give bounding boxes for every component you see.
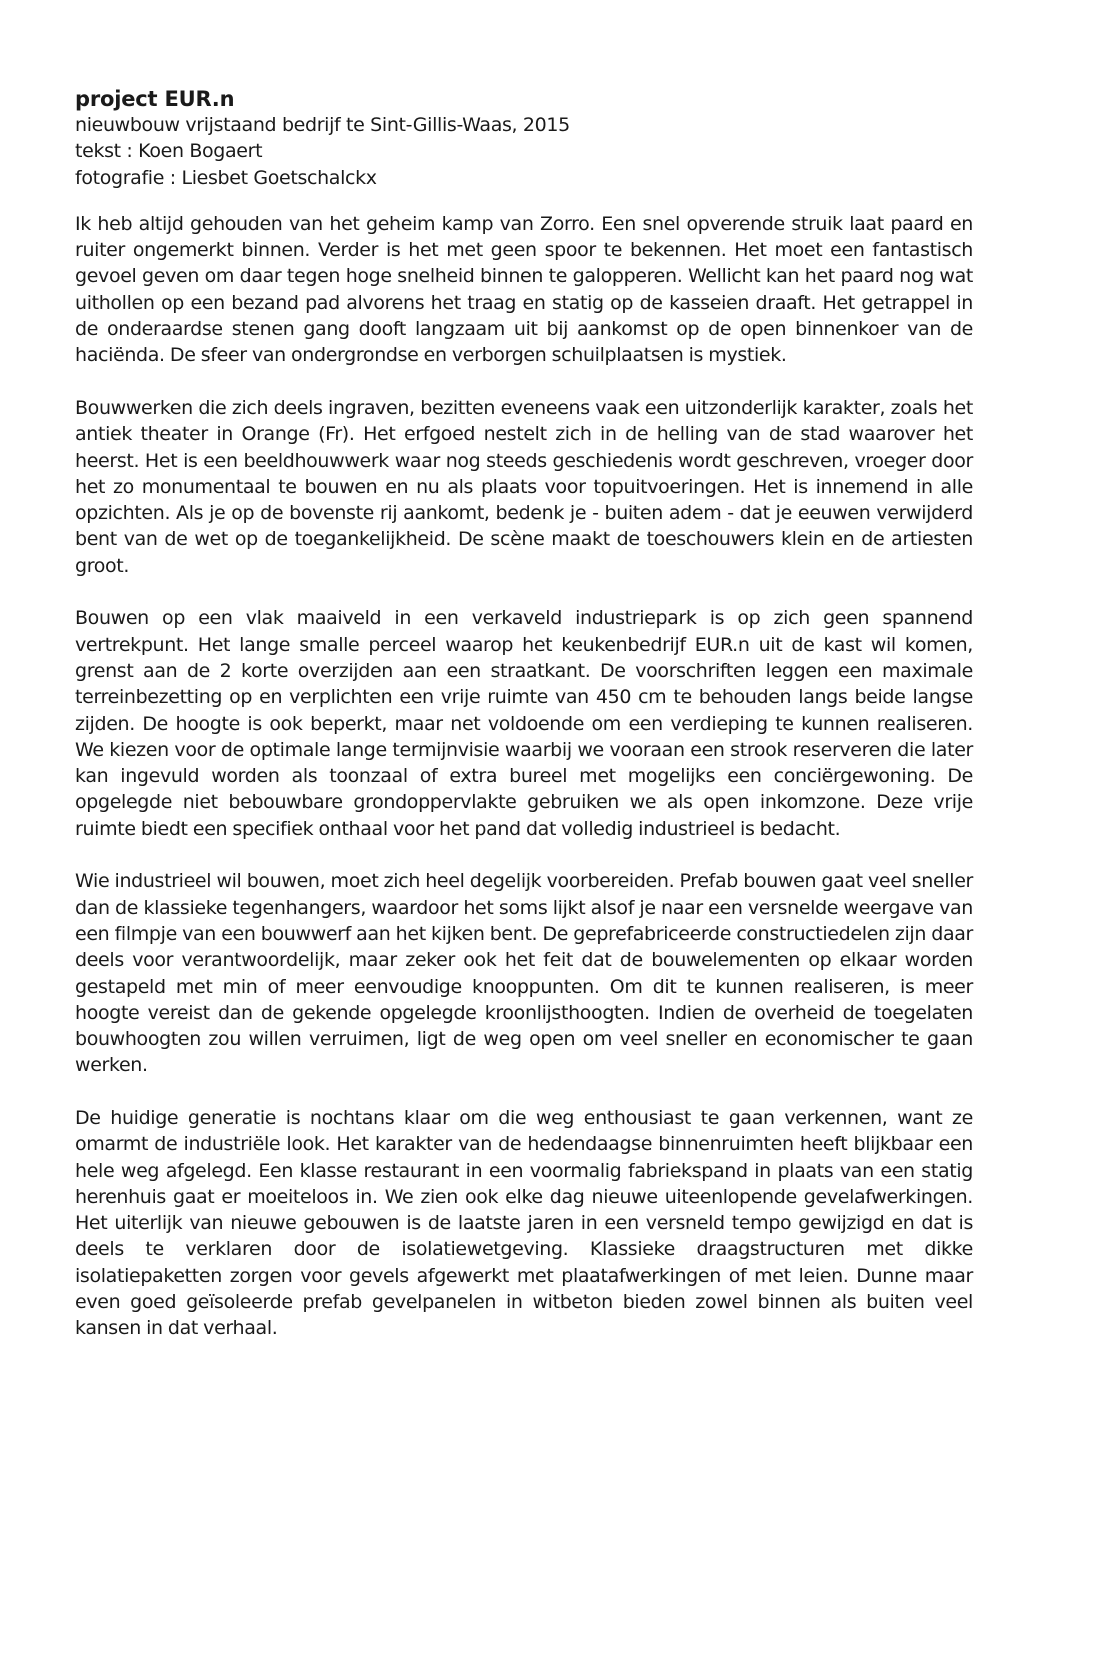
article-header xyxy=(75,86,973,191)
paragraph-industrial-look: De huidige generatie is nochtans klaar om die weg enthousiast te gaan verkennen, want ze omarmt de industriële look. Het karakter van de hedendaagse binnenruimten heeft blijkbaar een hele weg afgelegd. Een klasse restaurant in een voormalig fabriekspand in plaats van een statig herenhuis gaat er moeiteloos in. We zien ook elke dag nieuwe uiteenlopende gevelafwerkingen. Het uiterlijk van nieuwe gebouwen is de laatste jaren in een versneld tempo gewijzigd en dat is deels te verklaren door de isolatiewetgeving. Klassieke draagstructuren met dikke isolatiepaketten zorgen voor gevels afgewerkt met plaatafwerkingen of met leien. Dunne maar even goed geïsoleerde prefab gevelpanelen in witbeton bieden zowel binnen als buiten veel kansen in dat verhaal. xyxy=(75,1106,973,1340)
photo-credit: fotografie : Liesbet Goetschalckx xyxy=(75,166,377,189)
document-page xyxy=(75,86,973,1368)
article-body xyxy=(75,211,973,1342)
article-subtitle: nieuwbouw vrijstaand bedrijf te Sint-Gillis-Waas, 2015 xyxy=(75,114,570,136)
text-credit: tekst : Koen Bogaert xyxy=(75,140,263,163)
paragraph-site-constraints: Bouwen op een vlak maaiveld in een verkaveld industriepark is op zich geen spannend vertrekpunt. Het lange smalle perceel waarop het keukenbedrijf EUR.n uit de kast wil komen, grenst aan de 2 korte overzijden aan een straatkant. De voorschriften leggen een maximale terreinbezetting op en verplichten een vrije ruimte van 450 cm te behouden langs beide langse zijden. De hoogte is ook beperkt, maar net voldoende om een verdieping te kunnen realiseren. We kiezen voor de optimale lange termijnvisie waarbij we vooraan een strook reserveren die later kan ingevuld worden als toonzaal of extra bureel met mogelijks een conciërgewoning. De opgelegde niet bebouwbare grondoppervlakte gebruiken we als open inkomzone. Deze vrije ruimte biedt een specifiek onthaal voor het pand dat volledig industrieel is bedacht. xyxy=(75,607,973,840)
article-title: project EUR.n xyxy=(75,87,235,111)
paragraph-industrial-building: Wie industrieel wil bouwen, moet zich heel degelijk voorbereiden. Prefab bouwen gaat veel sneller dan de klassieke tegenhangers, waardoor het soms lijkt alsof je naar een versnelde weergave van een filmpje van een bouwwerf aan het kijken bent. De geprefabriceerde constructiedelen zijn daar deels voor verantwoordelijk, maar zeker ook het feit dat de bouwelementen op elkaar worden gestapeld met min of meer eenvoudige knooppunten. Om dit te kunnen realiseren, is meer hoogte vereist dan de gekende opgelegde kroonlijsthoogten. Indien de overheid de toegelaten bouwhoogten zou willen verruimen, ligt de weg open om veel sneller en economischer te gaan werken. xyxy=(75,870,973,1077)
paragraph-zorro: Ik heb altijd gehouden van het geheim kamp van Zorro. Een snel opverende struik laat paard en ruiter ongemerkt binnen. Verder is het met geen spoor te bekennen. Het moet een fantastisch gevoel geven om daar tegen hoge snelheid binnen te galopperen. Wellicht kan het paard nog wat uithollen op een bezand pad alvorens het traag en statig op de kasseien draaft. Het getrappel in de onderaardse stenen gang dooft langzaam uit bij aankomst op de open binnenkoer van de haciënda. De sfeer van ondergrondse en verborgen schuilplaatsen is mystiek. xyxy=(75,212,973,367)
paragraph-orange-theater: Bouwwerken die zich deels ingraven, bezitten eveneens vaak een uitzonderlijk karakter, zoals het antiek theater in Orange (Fr). Het erfgoed nestelt zich in de helling van de stad waarover het heerst. Het is een beeldhouwwerk waar nog steeds geschiedenis wordt geschreven, vroeger door het zo monumentaal te bouwen en nu als plaats voor topuitvoeringen. Het is innemend in alle opzichten. Als je op de bovenste rij aankomt, bedenk je - buiten adem - dat je eeuwen verwijderd bent van de wet op de toegankelijkheid. De scène maakt de toeschouwers klein en de artiesten groot. xyxy=(75,396,973,577)
